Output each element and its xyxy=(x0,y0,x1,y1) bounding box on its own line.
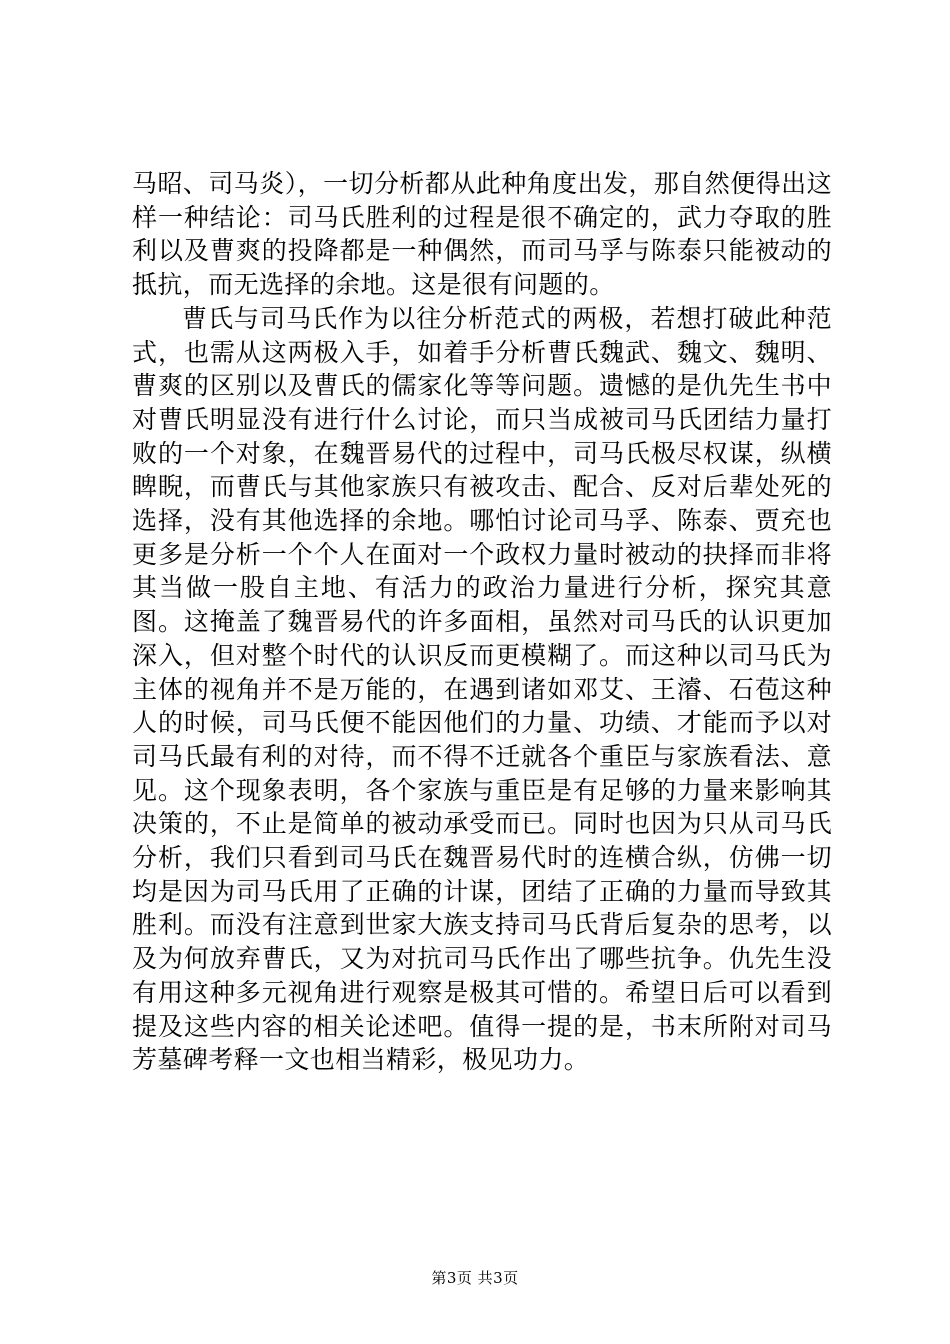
page-footer: 第3页 共3页 xyxy=(431,1269,519,1287)
paragraph-analysis: 曹氏与司马氏作为以往分析范式的两极，若想打破此种范式，也需从这两极入手，如着手分析曹氏魏武、魏文、魏明、曹爽的区别以及曹氏的儒家化等等问题。遗憾的是仇先生书中对曹氏明显没有进行什么讨论，而只当成被司马氏团结力量打败的一个对象，在魏晋易代的过程中，司马氏极尽权谋，纵横睥睨，而曹氏与其他家族只有被攻击、配合、反对后辈处死的选择，没有其他选择的余地。哪怕讨论司马孚、陈泰、贾充也更多是分析一个个人在面对一个政权力量时被动的抉择而非将其当做一股自主地、有活力的政治力量进行分析，探究其意图。这掩盖了魏晋易代的许多面相，虽然对司马氏的认识更加深入，但对整个时代的认识反而更模糊了。而这种以司马氏为主体的视角并不是万能的，在遇到诸如邓艾、王濬、石苞这种人的时候，司马氏便不能因他们的力量、功绩、才能而予以对司马氏最有利的对待，而不得不迁就各个重臣与家族看法、意见。这个现象表明，各个家族与重臣是有足够的力量来影响其决策的，不止是简单的被动承受而已。同时也因为只从司马氏分析，我们只看到司马氏在魏晋易代时的连横合纵，仿佛一切均是因为司马氏用了正确的计谋，团结了正确的力量而导致其胜利。而没有注意到世家大族支持司马氏背后复杂的思考，以及为何放弃曹氏，又为对抗司马氏作出了哪些抗争。仇先生没有用这种多元视角进行观察是极其可惜的。希望日后可以看到提及这些内容的相关论述吧。值得一提的是，书末所附对司马芳墓碑考释一文也相当精彩，极见功力。 xyxy=(132,303,832,1075)
body-text xyxy=(132,167,832,1077)
paragraph-continuation: 马昭、司马炎），一切分析都从此种角度出发，那自然便得出这样一种结论：司马氏胜利的过程是很不确定的，武力夺取的胜利以及曹爽的投降都是一种偶然，而司马孚与陈泰只能被动的抵抗，而无选择的余地。这是很有问题的。 xyxy=(132,169,832,300)
